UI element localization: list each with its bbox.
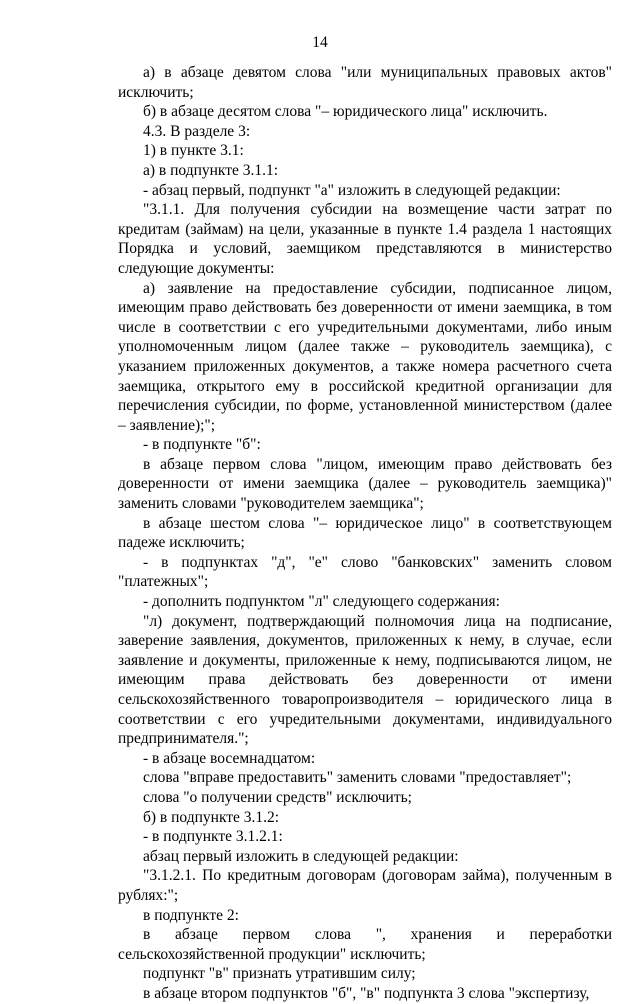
- document-body: [118, 63, 612, 1004]
- paragraph: 1) в пункте 3.1:: [143, 142, 244, 160]
- paragraph: б) в абзаце десятом слова "– юридического лица" исключить.: [143, 103, 548, 121]
- paragraph: "л) документ, подтверждающий полномочия лица на подписание, заверение заявления, документов, приложенных к нему, в случае, если заявление и документы, приложенные к нему, подписываются лицом, не имеющим права действовать без доверенности от имени сельскохозяйственного товаропроизводителя – юридического лица в соответствии с его учредительными документами, индивидуального предпринимателя.";: [118, 612, 612, 748]
- paragraph: а) заявление на предоставление субсидии, подписанное лицом, имеющим право действовать без доверенности от имени заемщика, в том числе в соответствии с его учредительными документами, либо иным уполномоченным лицом (далее также – руководитель заемщика), с указанием приложенных документов, а также номера расчетного счета заемщика, открытого ему в российской кредитной организации для перечисления субсидии, по форме, установленной министерством (далее – заявление);";: [118, 279, 612, 434]
- paragraph: - в подпунктах "д", "е" слово "банковских" заменить словом "платежных";: [118, 553, 612, 591]
- paragraph: слова "о получении средств" исключить;: [143, 788, 412, 806]
- page-number: 14: [312, 34, 328, 51]
- paragraph: в абзаце шестом слова "– юридическое лицо" в соответствующем падеже исключить;: [118, 514, 612, 552]
- paragraph: б) в подпункте 3.1.2:: [143, 808, 280, 826]
- paragraph: слова "вправе предоставить" заменить словами "предоставляет";: [143, 769, 572, 787]
- paragraph: "3.1.2.1. По кредитным договорам (договорам займа), полученным в рублях:";: [118, 867, 612, 904]
- paragraph: подпункт "в" признать утратившим силу;: [143, 965, 416, 983]
- paragraph: а) в подпункте 3.1.1:: [143, 161, 279, 179]
- paragraph: "3.1.1. Для получения субсидии на возмещение части затрат по кредитам (займам) на цели, указанные в пункте 1.4 раздела 1 настоящих Порядка и условий, заемщиком представляются в министерство следующие документы:: [118, 201, 612, 277]
- paragraph: - абзац первый, подпункт "а" изложить в следующей редакции:: [143, 181, 561, 199]
- paragraph: а) в абзаце девятом слова "или муниципальных правовых актов" исключить;: [118, 64, 612, 101]
- paragraph: - в абзаце восемнадцатом:: [143, 749, 316, 767]
- paragraph: в абзаце втором подпунктов "б", "в" подпункта 3 слова "экспертизу,: [143, 984, 590, 1002]
- paragraph: - дополнить подпунктом "л" следующего содержания:: [143, 593, 500, 611]
- paragraph: в абзаце первом слова "лицом, имеющим право действовать без доверенности от имени заемщика (далее – руководитель заемщика)" заменить словами "руководителем заемщика";: [118, 455, 612, 513]
- paragraph: в абзаце первом слова ", хранения и переработки сельскохозяйственной продукции" исключить;: [118, 926, 612, 963]
- paragraph: - в подпункте 3.1.2.1:: [143, 828, 283, 846]
- paragraph: - в подпункте "б":: [143, 436, 261, 454]
- paragraph: абзац первый изложить в следующей редакции:: [143, 847, 459, 865]
- paragraph: в подпункте 2:: [143, 906, 239, 924]
- paragraph: 4.3. В разделе 3:: [143, 122, 251, 140]
